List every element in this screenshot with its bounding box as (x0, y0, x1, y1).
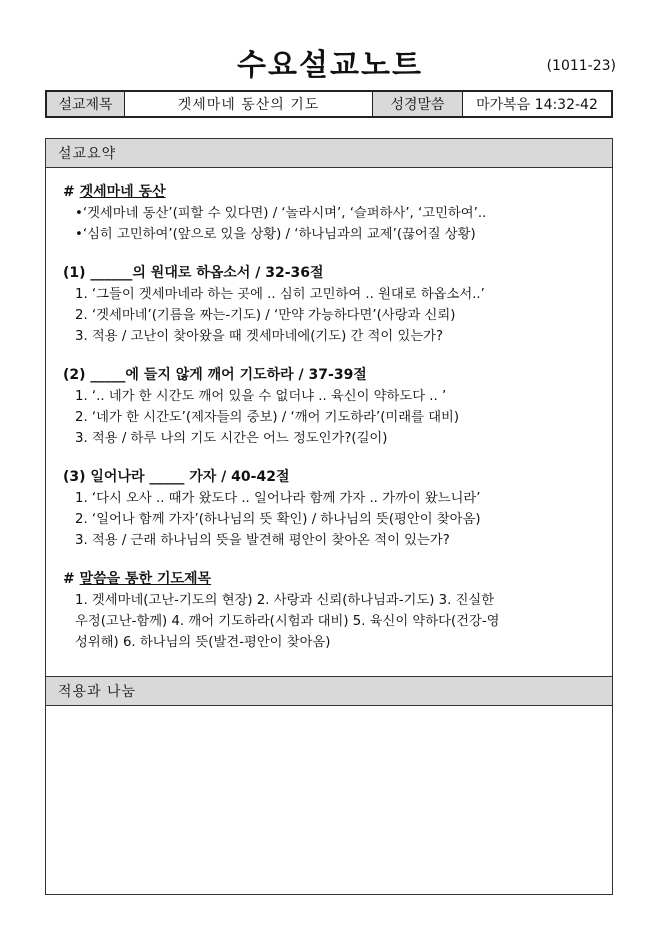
sermon-info-row (45, 90, 613, 118)
section-line: 1. ‘그들이 겟세마네라 하는 곳에 .. 심히 고민하여 .. 원대로 하옵소서..’ (75, 287, 485, 302)
intro-heading-text: 겟세마네 동산 (79, 184, 166, 200)
section-line: 1. ‘다시 오사 .. 때가 왔도다 .. 일어나라 함께 가자 .. 가까이 왔느니라’ (75, 491, 481, 506)
section-line: 3. 적용 / 고난이 찾아왔을 때 겟세마네에(기도) 간 적이 있는가? (75, 329, 444, 344)
page-title: 수요설교노트 (237, 48, 423, 83)
intro-heading-prefix: # (63, 184, 80, 200)
summary-content (46, 168, 612, 653)
application-box (45, 677, 613, 895)
scripture-label: 성경말씀 (373, 92, 463, 116)
summary-header: 설교요약 (46, 139, 612, 168)
prayer-line: 우정(고난-함께) 4. 깨어 기도하라(시험과 대비) 5. 육신이 약하다(건강-영 (75, 614, 500, 629)
section-line: 1. ‘.. 네가 한 시간도 깨어 있을 수 없더냐 .. 육신이 약하도다 .. ’ (75, 389, 447, 404)
prayer-line: 성위해) 6. 하나님의 뜻(발견-평안이 찾아옴) (75, 635, 331, 650)
summary-box (45, 138, 613, 677)
intro-bullet: •‘심히 고민하여’(앞으로 있을 상황) / ‘하나님과의 교제’(끊어질 상황) (75, 227, 476, 242)
sermon-title-label: 설교제목 (47, 92, 125, 116)
section-line: 3. 적용 / 근래 하나님의 뜻을 발견해 평안이 찾아온 적이 있는가? (75, 533, 450, 548)
section-line: 2. ‘일어나 함께 가자’(하나님의 뜻 확인) / 하나님의 뜻(평안이 찾아옴) (75, 512, 481, 527)
document-code: (1011-23) (546, 58, 616, 74)
application-header: 적용과 나눔 (46, 677, 612, 706)
prayer-heading-prefix: # (63, 571, 80, 587)
intro-heading (63, 182, 600, 203)
sermon-title: 겟세마네 동산의 기도 (125, 92, 373, 116)
section-line: 2. ‘겟세마네’(기름을 짜는-기도) / ‘만약 가능하다면’(사랑과 신뢰) (75, 308, 456, 323)
intro-bullet: •‘겟세마네 동산’(피할 수 있다면) / ‘놀라시며’, ‘슬퍼하사’, ‘고민하여’.. (75, 206, 487, 221)
section-heading: (3) 일어나라 _____ 가자 / 40-42절 (63, 469, 290, 485)
prayer-heading (63, 569, 600, 590)
section-line: 2. ‘네가 한 시간도’(제자들의 중보) / ‘깨어 기도하라’(미래를 대비) (75, 410, 460, 425)
scripture-reference: 마가복음 14:32-42 (476, 97, 598, 113)
section-heading: (2) _____에 들지 않게 깨어 기도하라 / 37-39절 (63, 367, 367, 383)
application-writing-area[interactable] (46, 706, 612, 894)
section-line: 3. 적용 / 하루 나의 기도 시간은 어느 정도인가?(길이) (75, 431, 388, 446)
prayer-line: 1. 겟세마네(고난-기도의 현장) 2. 사랑과 신뢰(하나님과-기도) 3. 진실한 (75, 593, 495, 608)
prayer-heading-text: 말씀을 통한 기도제목 (79, 571, 212, 587)
section-heading: (1) ______의 원대로 하옵소서 / 32-36절 (63, 265, 324, 281)
